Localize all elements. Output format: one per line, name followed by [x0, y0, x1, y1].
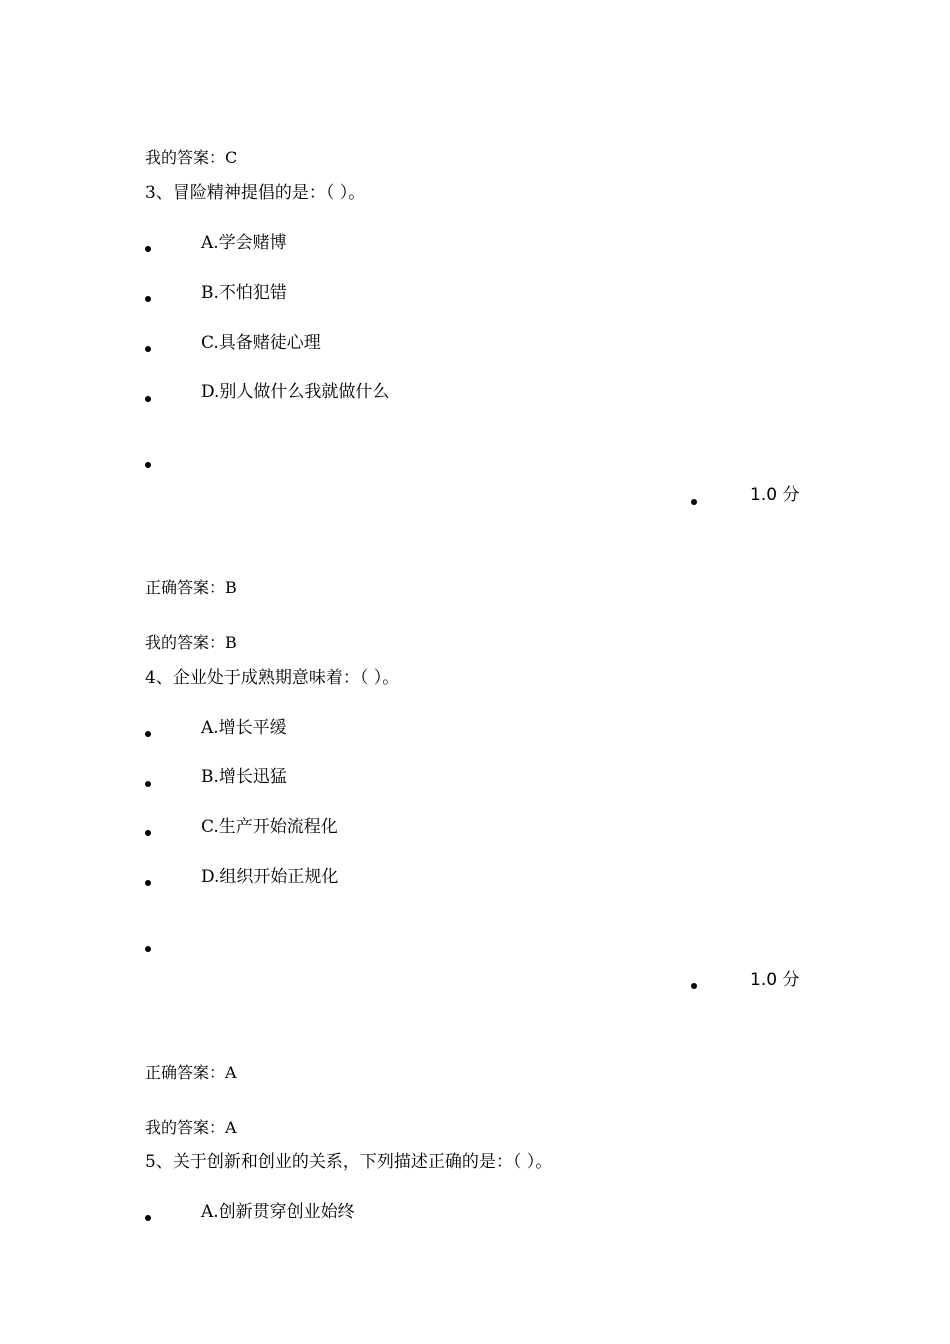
q4-option-c-bullet [145, 830, 151, 836]
q3-option-c[interactable]: C.具备赌徒心理 [201, 333, 321, 353]
q4-correct-answer: 正确答案：A [145, 1063, 237, 1082]
question-5-title: 5、关于创新和创业的关系，下列描述正确的是：（ ）。 [145, 1152, 553, 1172]
question-3-title: 3、冒险精神提倡的是：（ ）。 [145, 183, 366, 203]
q4-option-b-bullet [145, 781, 151, 787]
q4-option-c[interactable]: C.生产开始流程化 [201, 817, 338, 837]
q3-empty-bullet [145, 462, 151, 468]
q3-option-a-bullet [145, 246, 151, 252]
q4-empty-bullet [145, 946, 151, 952]
q3-option-b[interactable]: B.不怕犯错 [201, 283, 287, 303]
q4-my-answer: 我的答案：A [145, 1118, 237, 1137]
q3-correct-answer: 正确答案：B [145, 578, 237, 597]
q4-option-a-bullet [145, 731, 151, 737]
q3-score-bullet [691, 499, 697, 505]
q3-option-d[interactable]: D.别人做什么我就做什么 [201, 382, 390, 402]
q5-option-a[interactable]: A.创新贯穿创业始终 [201, 1202, 355, 1222]
q4-option-d-bullet [145, 880, 151, 886]
question-4-title: 4、企业处于成熟期意味着：（ ）。 [145, 668, 400, 688]
q4-option-b[interactable]: B.增长迅猛 [201, 767, 287, 787]
q3-option-c-bullet [145, 346, 151, 352]
q5-option-a-bullet [145, 1215, 151, 1221]
q4-option-a[interactable]: A.增长平缓 [201, 718, 287, 738]
q4-score: 1.0 分 [750, 970, 800, 990]
q3-score: 1.0 分 [750, 485, 800, 505]
q3-option-d-bullet [145, 396, 151, 402]
my-answer-prev: 我的答案：C [145, 148, 238, 167]
q3-option-b-bullet [145, 296, 151, 302]
q4-score-bullet [691, 983, 697, 989]
q4-option-d[interactable]: D.组织开始正规化 [201, 867, 339, 887]
q3-my-answer: 我的答案：B [145, 633, 237, 652]
q3-option-a[interactable]: A.学会赌博 [201, 233, 287, 253]
